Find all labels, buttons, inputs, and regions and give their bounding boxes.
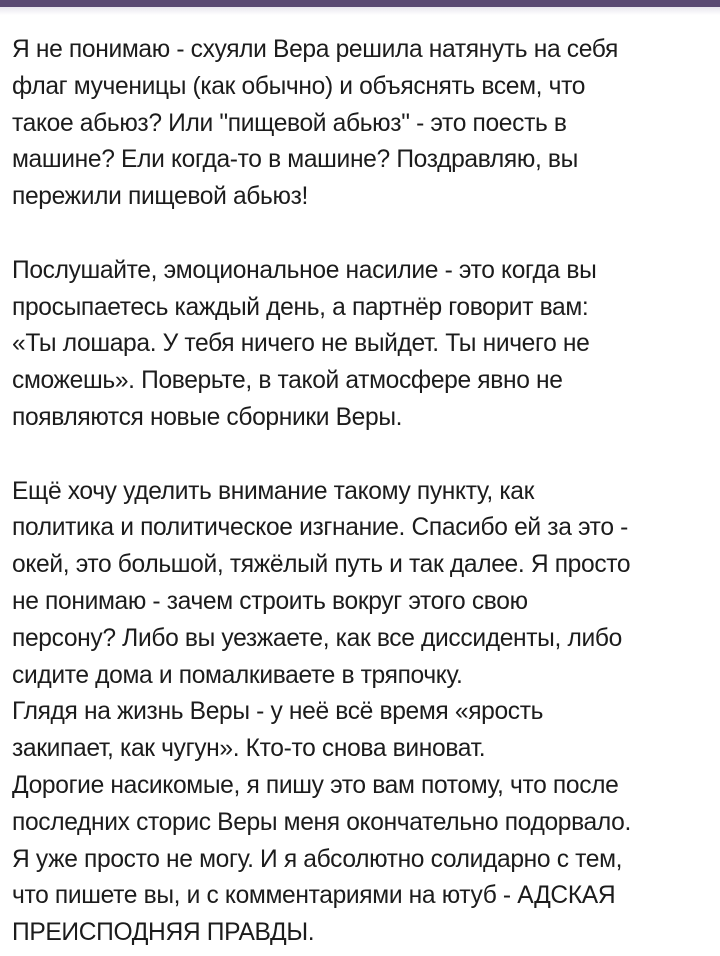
header-shadow	[0, 7, 720, 15]
text-line: последних сторис Веры меня окончательно подорвало.	[12, 808, 631, 836]
text-line: «Ты лошара. У тебя ничего не выйдет. Ты ничего не	[12, 330, 590, 358]
text-line: окей, это большой, тяжёлый путь и так далее. Я просто	[12, 551, 631, 579]
paragraph-spacer	[12, 437, 712, 474]
text-line: такое абьюз? Или "пищевой абьюз" - это поесть в	[12, 109, 567, 137]
paragraph-spacer	[12, 216, 712, 253]
post-body	[12, 32, 712, 952]
text-line: сможешь». Поверьте, в такой атмосфере явно не	[12, 367, 563, 395]
text-line: флаг мученицы (как обычно) и объяснять всем, что	[12, 72, 586, 100]
paragraph-3	[12, 474, 712, 952]
text-line: закипает, как чугун». Кто-то снова виноват.	[12, 735, 486, 763]
text-line: сидите дома и помалкиваете в тряпочку.	[12, 661, 463, 689]
text-line: Глядя на жизнь Веры - у неё всё время «ярость	[12, 698, 544, 726]
text-line: Я уже просто не могу. И я абсолютно солидарно с тем,	[12, 845, 623, 873]
text-line: появляются новые сборники Веры.	[12, 403, 403, 431]
text-line: ПРЕИСПОДНЯЯ ПРАВДЫ.	[12, 919, 315, 947]
text-line: Дорогие насикомые, я пишу это вам потому, что после	[12, 771, 619, 799]
text-line: персону? Либо вы уезжаете, как все диссиденты, либо	[12, 624, 622, 652]
text-line: что пишете вы, и с комментариями на ютуб - АДСКАЯ	[12, 882, 616, 910]
text-line: Послушайте, эмоциональное насилие - это когда вы	[12, 256, 597, 284]
text-line: не понимаю - зачем строить вокруг этого свою	[12, 587, 528, 615]
app-header-bar	[0, 0, 720, 7]
text-line: Я не понимаю - схуяли Вера решила натянуть на себя	[12, 36, 618, 63]
paragraph-2	[12, 253, 712, 437]
text-line: Ещё хочу уделить внимание такому пункту, как	[12, 477, 535, 505]
text-line: просыпаетесь каждый день, а партнёр говорит вам:	[12, 293, 589, 321]
text-line: машине? Ели когда-то в машине? Поздравляю, вы	[12, 146, 578, 174]
text-line: пережили пищевой абьюз!	[12, 183, 308, 211]
paragraph-1	[12, 32, 712, 216]
text-line: политика и политическое изгнание. Спасибо ей за это -	[12, 514, 628, 542]
